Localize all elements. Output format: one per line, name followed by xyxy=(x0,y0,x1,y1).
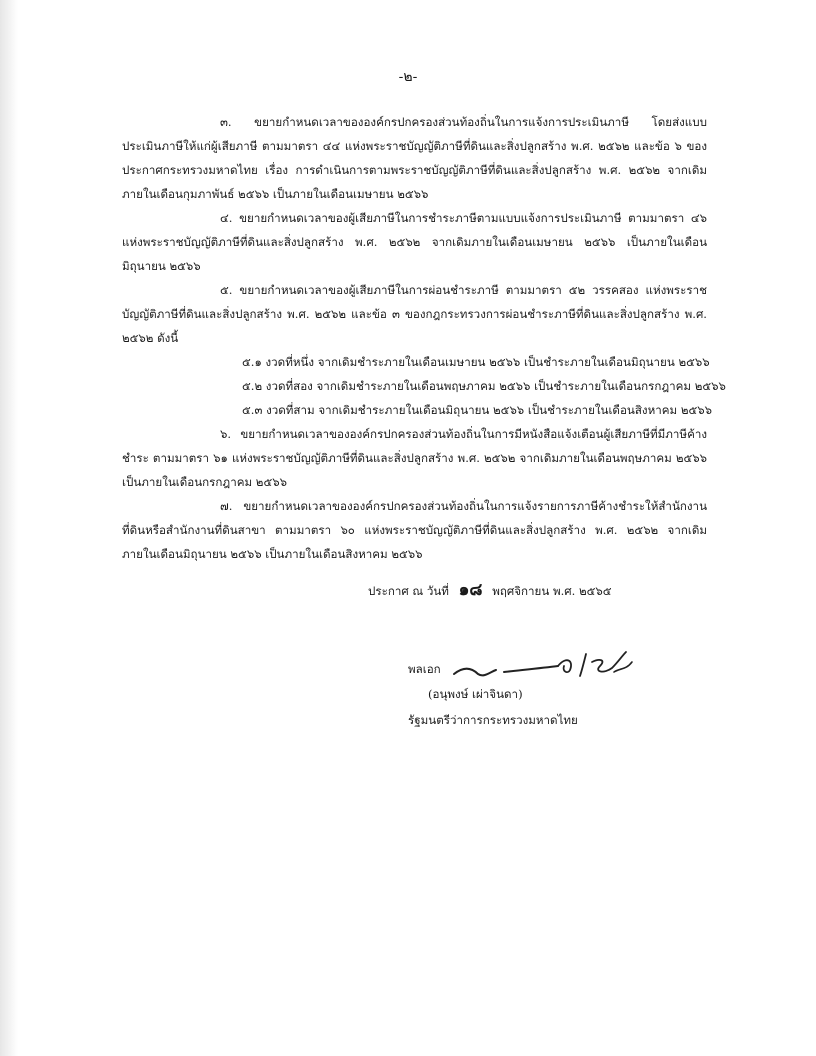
document-body xyxy=(122,110,726,603)
page-number: -๒- xyxy=(398,69,418,85)
signature-block xyxy=(408,648,708,684)
announcement-prefix: ประกาศ ณ วันที่ xyxy=(368,584,449,598)
sub-item-5-2: ๕.๒ งวดที่สอง จากเดิมชำระภายในเดือนพฤษภาคม ๒๕๖๖ เป็นชำระภายในเดือนกรกฎาคม ๒๕๖๖ xyxy=(242,379,726,393)
scan-edge-shadow xyxy=(0,0,18,1056)
paragraph-7: ๗. ขยายกำหนดเวลาขององค์กรปกครองส่วนท้องถิ่นในการแจ้งรายการภาษีค้างชำระให้สำนักงานที่ดินหรือสำนักงานที่ดินสาขา ตามมาตรา ๖๐ แห่งพระราชบัญญัติภาษีที่ดินและสิ่งปลูกสร้าง พ.ศ. ๒๕๖๒ จากเดิมภายในเดือนมิถุนายน ๒๕๖๖ เป็นภายในเดือนสิงหาคม ๒๕๖๖ xyxy=(122,499,707,561)
announcement-day: ๑๘ xyxy=(458,580,483,600)
paragraph-4: ๔. ขยายกำหนดเวลาของผู้เสียภาษีในการชำระภาษีตามแบบแจ้งการประเมินภาษี ตามมาตรา ๔๖ แห่งพระราชบัญญัติภาษีที่ดินและสิ่งปลูกสร้าง พ.ศ. ๒๕๖๒ จากเดิมภายในเดือนเมษายน ๒๕๖๖ เป็นภายในเดือนมิถุนายน ๒๕๖๖ xyxy=(122,211,707,273)
signatory-title: รัฐมนตรีว่าการกระทรวงมหาดไทย xyxy=(408,713,578,727)
paragraph-6: ๖. ขยายกำหนดเวลาขององค์กรปกครองส่วนท้องถิ่นในการมีหนังสือแจ้งเตือนผู้เสียภาษีที่มีภาษีค้างชำระ ตามมาตรา ๖๑ แห่งพระราชบัญญัติภาษีที่ดินและสิ่งปลูกสร้าง พ.ศ. ๒๕๖๒ จากเดิมภายในเดือนพฤษภาคม ๒๕๖๖ เป็นภายในเดือนกรกฎาคม ๒๕๖๖ xyxy=(122,427,707,489)
sub-item-5-3: ๕.๓ งวดที่สาม จากเดิมชำระภายในเดือนมิถุนายน ๒๕๖๖ เป็นชำระภายในเดือนสิงหาคม ๒๕๖๖ xyxy=(242,403,712,417)
paragraph-5: ๕. ขยายกำหนดเวลาของผู้เสียภาษีในการผ่อนชำระภาษี ตามมาตรา ๕๒ วรรคสอง แห่งพระราชบัญญัติภาษีที่ดินและสิ่งปลูกสร้าง พ.ศ. ๒๕๖๒ และข้อ ๓ ของกฎกระทรวงการผ่อนชำระภาษีที่ดินและสิ่งปลูกสร้าง พ.ศ. ๒๕๖๒ ดังนี้ xyxy=(122,283,707,345)
sub-item-5-1: ๕.๑ งวดที่หนึ่ง จากเดิมชำระภายในเดือนเมษายน ๒๕๖๖ เป็นชำระภายในเดือนมิถุนายน ๒๕๖๖ xyxy=(242,355,710,369)
signature-rank: พลเอก xyxy=(408,662,441,676)
announcement-date-line xyxy=(122,578,707,603)
handwritten-signature xyxy=(450,648,650,684)
signatory-name: (อนุพงษ์ เผ่าจินดา) xyxy=(428,687,523,701)
announcement-month-year: พฤศจิกายน พ.ศ. ๒๕๖๕ xyxy=(492,584,612,598)
paragraph-3: ๓. ขยายกำหนดเวลาขององค์กรปกครองส่วนท้องถิ่นในการแจ้งการประเมินภาษี โดยส่งแบบประเมินภาษีให้แก่ผู้เสียภาษี ตามมาตรา ๔๔ แห่งพระราชบัญญัติภาษีที่ดินและสิ่งปลูกสร้าง พ.ศ. ๒๕๖๒ และข้อ ๖ ของประกาศกระทรวงมหาดไทย เรื่อง การดำเนินการตามพระราชบัญญัติภาษีที่ดินและสิ่งปลูกสร้าง พ.ศ. ๒๕๖๒ จากเดิมภายในเดือนกุมภาพันธ์ ๒๕๖๖ เป็นภายในเดือนเมษายน ๒๕๖๖ xyxy=(122,115,707,201)
